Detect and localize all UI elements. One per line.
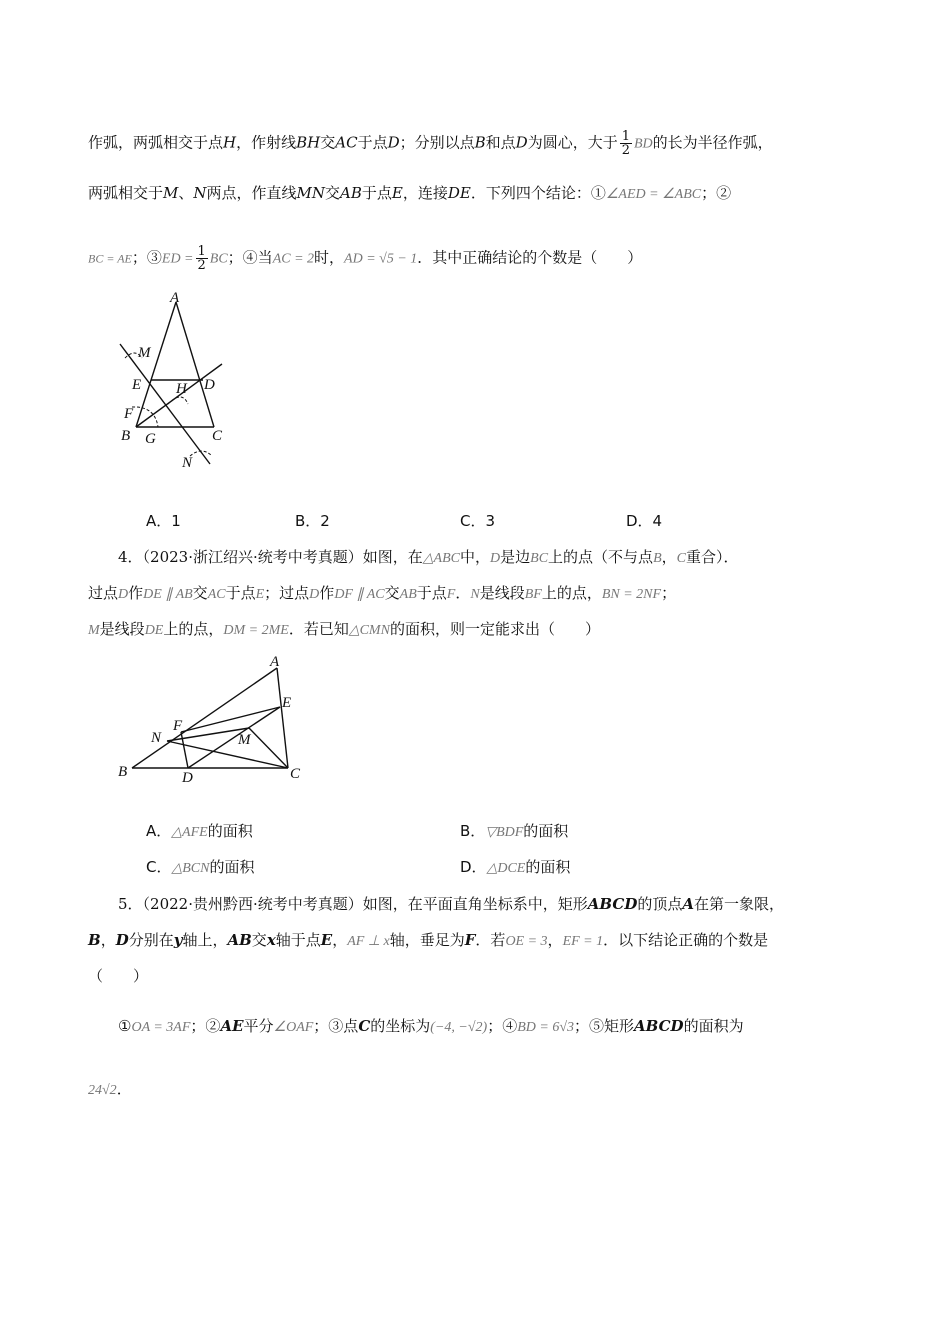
label-b: B bbox=[118, 764, 128, 780]
statement-4: BD = 6√3 bbox=[517, 1020, 574, 1035]
text: 时， bbox=[314, 248, 345, 267]
text: ；② bbox=[701, 184, 732, 202]
q5-line-3: （ ） bbox=[88, 967, 149, 985]
text: ；③ bbox=[131, 248, 162, 267]
q5-line-1: 5．（2022·贵州黔西·统考中考真题）如图，在平面直角坐标系中，矩形ABCD的顶点A在第一象限， bbox=[118, 895, 784, 913]
option-c[interactable]: C．3 bbox=[460, 512, 496, 530]
point-m: M bbox=[163, 184, 179, 202]
value-oe: OE = 3 bbox=[505, 934, 548, 949]
point-b: B bbox=[474, 133, 486, 152]
q5-line-4: ①OA = 3AF；②AE平分∠OAF；③点C的坐标为(−4, −√2)；④BD = 6√3；⑤矩形ABCD的面积为 bbox=[118, 1017, 744, 1035]
triangle-abc: △ABC bbox=[422, 551, 460, 566]
parallel-de-ab: DE ∥ AB bbox=[143, 587, 193, 602]
text: 作弧，两弧相交于点 bbox=[88, 133, 224, 152]
segment-ab bbox=[132, 668, 277, 768]
parallel-df-ac: DF ∥ AC bbox=[334, 587, 385, 602]
text: ；④当 bbox=[227, 248, 273, 267]
segment-ab: AB bbox=[340, 184, 362, 202]
question-number: 4． bbox=[118, 548, 143, 566]
option-b[interactable]: B．2 bbox=[295, 512, 330, 530]
q4-figure bbox=[112, 650, 322, 785]
conclusion-3a: ED = bbox=[161, 251, 194, 267]
q3-line-2: 两弧相交于M、N两点，作直线MN交AB于点E，连接DE．下列四个结论：①∠AED = ∠ABC；② bbox=[88, 184, 732, 202]
text: 和点 bbox=[485, 133, 516, 152]
text: 于点 bbox=[361, 184, 392, 202]
value-ef: EF = 1 bbox=[562, 934, 604, 949]
text: 交 bbox=[325, 184, 341, 202]
relation-dm: DM = 2ME bbox=[223, 623, 289, 638]
point-h: H bbox=[223, 133, 237, 152]
question-number: 5． bbox=[118, 895, 143, 913]
label-c: C bbox=[290, 766, 301, 782]
conclusion-2: BC = AE bbox=[88, 251, 132, 266]
option-c[interactable]: C．△BCN的面积 bbox=[146, 858, 255, 876]
q5-line-5: 24√2． bbox=[88, 1080, 132, 1098]
triangle-cmn: △CMN bbox=[348, 623, 390, 638]
label-f: F bbox=[173, 718, 183, 734]
segment-mc bbox=[249, 728, 288, 768]
label-m: M bbox=[138, 345, 151, 361]
segment-de bbox=[188, 707, 280, 768]
q4-line-1: 4．（2023·浙江绍兴·统考中考真题）如图，在△ABC中，D是边BC上的点（不与点B，C重合）． bbox=[118, 548, 739, 566]
text: 为圆心，大于 bbox=[527, 133, 618, 152]
label-f: F bbox=[124, 406, 134, 422]
area-value: 24√2 bbox=[88, 1083, 117, 1098]
q3-line-3 bbox=[88, 245, 878, 272]
point-d: D bbox=[515, 133, 528, 152]
label-d: D bbox=[182, 770, 193, 785]
segment-de: DE bbox=[447, 184, 471, 202]
coord-c: (−4, −√2) bbox=[430, 1020, 488, 1035]
label-e: E bbox=[282, 695, 292, 711]
option-d[interactable]: D．4 bbox=[626, 512, 663, 530]
text: ．下列四个结论：① bbox=[470, 184, 606, 202]
label-a: A bbox=[170, 290, 180, 306]
line-mn bbox=[120, 344, 210, 464]
text: ；分别以点 bbox=[399, 133, 475, 152]
line-mn: MN bbox=[296, 184, 326, 202]
option-b[interactable]: B．▽BDF的面积 bbox=[460, 822, 569, 840]
text: ，作射线 bbox=[236, 133, 297, 152]
label-n: N bbox=[151, 730, 162, 746]
segment-bd: BD bbox=[634, 136, 653, 152]
arc-fg bbox=[132, 407, 158, 427]
text: 两弧相交于 bbox=[88, 184, 164, 202]
point-e: E bbox=[391, 184, 403, 202]
text: 于点 bbox=[357, 133, 388, 152]
label-h: H bbox=[176, 381, 187, 397]
conclusion-4a: AC = 2 bbox=[272, 251, 315, 267]
text: ，连接 bbox=[402, 184, 448, 202]
question-source: （2023·浙江绍兴·统考中考真题） bbox=[142, 548, 363, 566]
label-c: C bbox=[212, 428, 223, 444]
point-n: N bbox=[193, 184, 207, 202]
label-a: A bbox=[270, 654, 280, 670]
relation-bn: BN = 2NF bbox=[601, 587, 662, 602]
label-e: E bbox=[132, 377, 142, 393]
q5-line-2: B，D分别在y轴上，AB交x轴于点E，AF ⊥ x轴，垂足为F．若OE = 3，EF = 1．以下结论正确的个数是 bbox=[88, 931, 769, 949]
option-d[interactable]: D．△DCE的面积 bbox=[460, 858, 571, 876]
segment-ac bbox=[176, 302, 214, 427]
option-a[interactable]: A．△AFE的面积 bbox=[146, 822, 253, 840]
conclusion-4b: AD = √5 − 1 bbox=[344, 251, 418, 267]
text: 交 bbox=[320, 133, 336, 152]
q3-figure bbox=[110, 286, 240, 471]
text: 的长为半径作弧， bbox=[652, 133, 773, 152]
text: 两点，作直线 bbox=[206, 184, 297, 202]
segment-ac: AC bbox=[335, 133, 358, 152]
option-a[interactable]: A．1 bbox=[146, 512, 181, 530]
conclusion-3b: BC bbox=[209, 251, 228, 267]
segment-fe bbox=[181, 707, 280, 732]
label-g: G bbox=[145, 431, 156, 447]
fraction-half: $\frac{1}{2}$ bbox=[621, 129, 630, 158]
label-b: B bbox=[121, 428, 131, 444]
label-d: D bbox=[204, 377, 215, 393]
conclusion-1: ∠AED = ∠ABC bbox=[605, 187, 702, 202]
ray-bh: BH bbox=[296, 133, 321, 152]
label-m: M bbox=[238, 732, 251, 748]
label-n: N bbox=[182, 455, 193, 471]
q4-line-3: M是线段DE上的点，DM = 2ME．若已知△CMN的面积，则一定能求出（ ） bbox=[88, 620, 600, 638]
perp-af-x: AF ⊥ x bbox=[347, 934, 390, 949]
q3-line-1 bbox=[88, 130, 878, 157]
q4-line-2: 过点D作DE ∥ AB交AC于点E；过点D作DF ∥ AC交AB于点F．N是线段BF上的点，BN = 2NF； bbox=[88, 584, 677, 602]
text: ．其中正确结论的个数是（ ） bbox=[417, 248, 643, 267]
fraction-half: $\frac{1}{2}$ bbox=[197, 244, 206, 273]
point-d: D bbox=[387, 133, 400, 152]
statement-1: OA = 3AF bbox=[131, 1020, 191, 1035]
question-source: （2022·贵州黔西·统考中考真题） bbox=[142, 895, 363, 913]
segment-ac bbox=[277, 668, 288, 768]
